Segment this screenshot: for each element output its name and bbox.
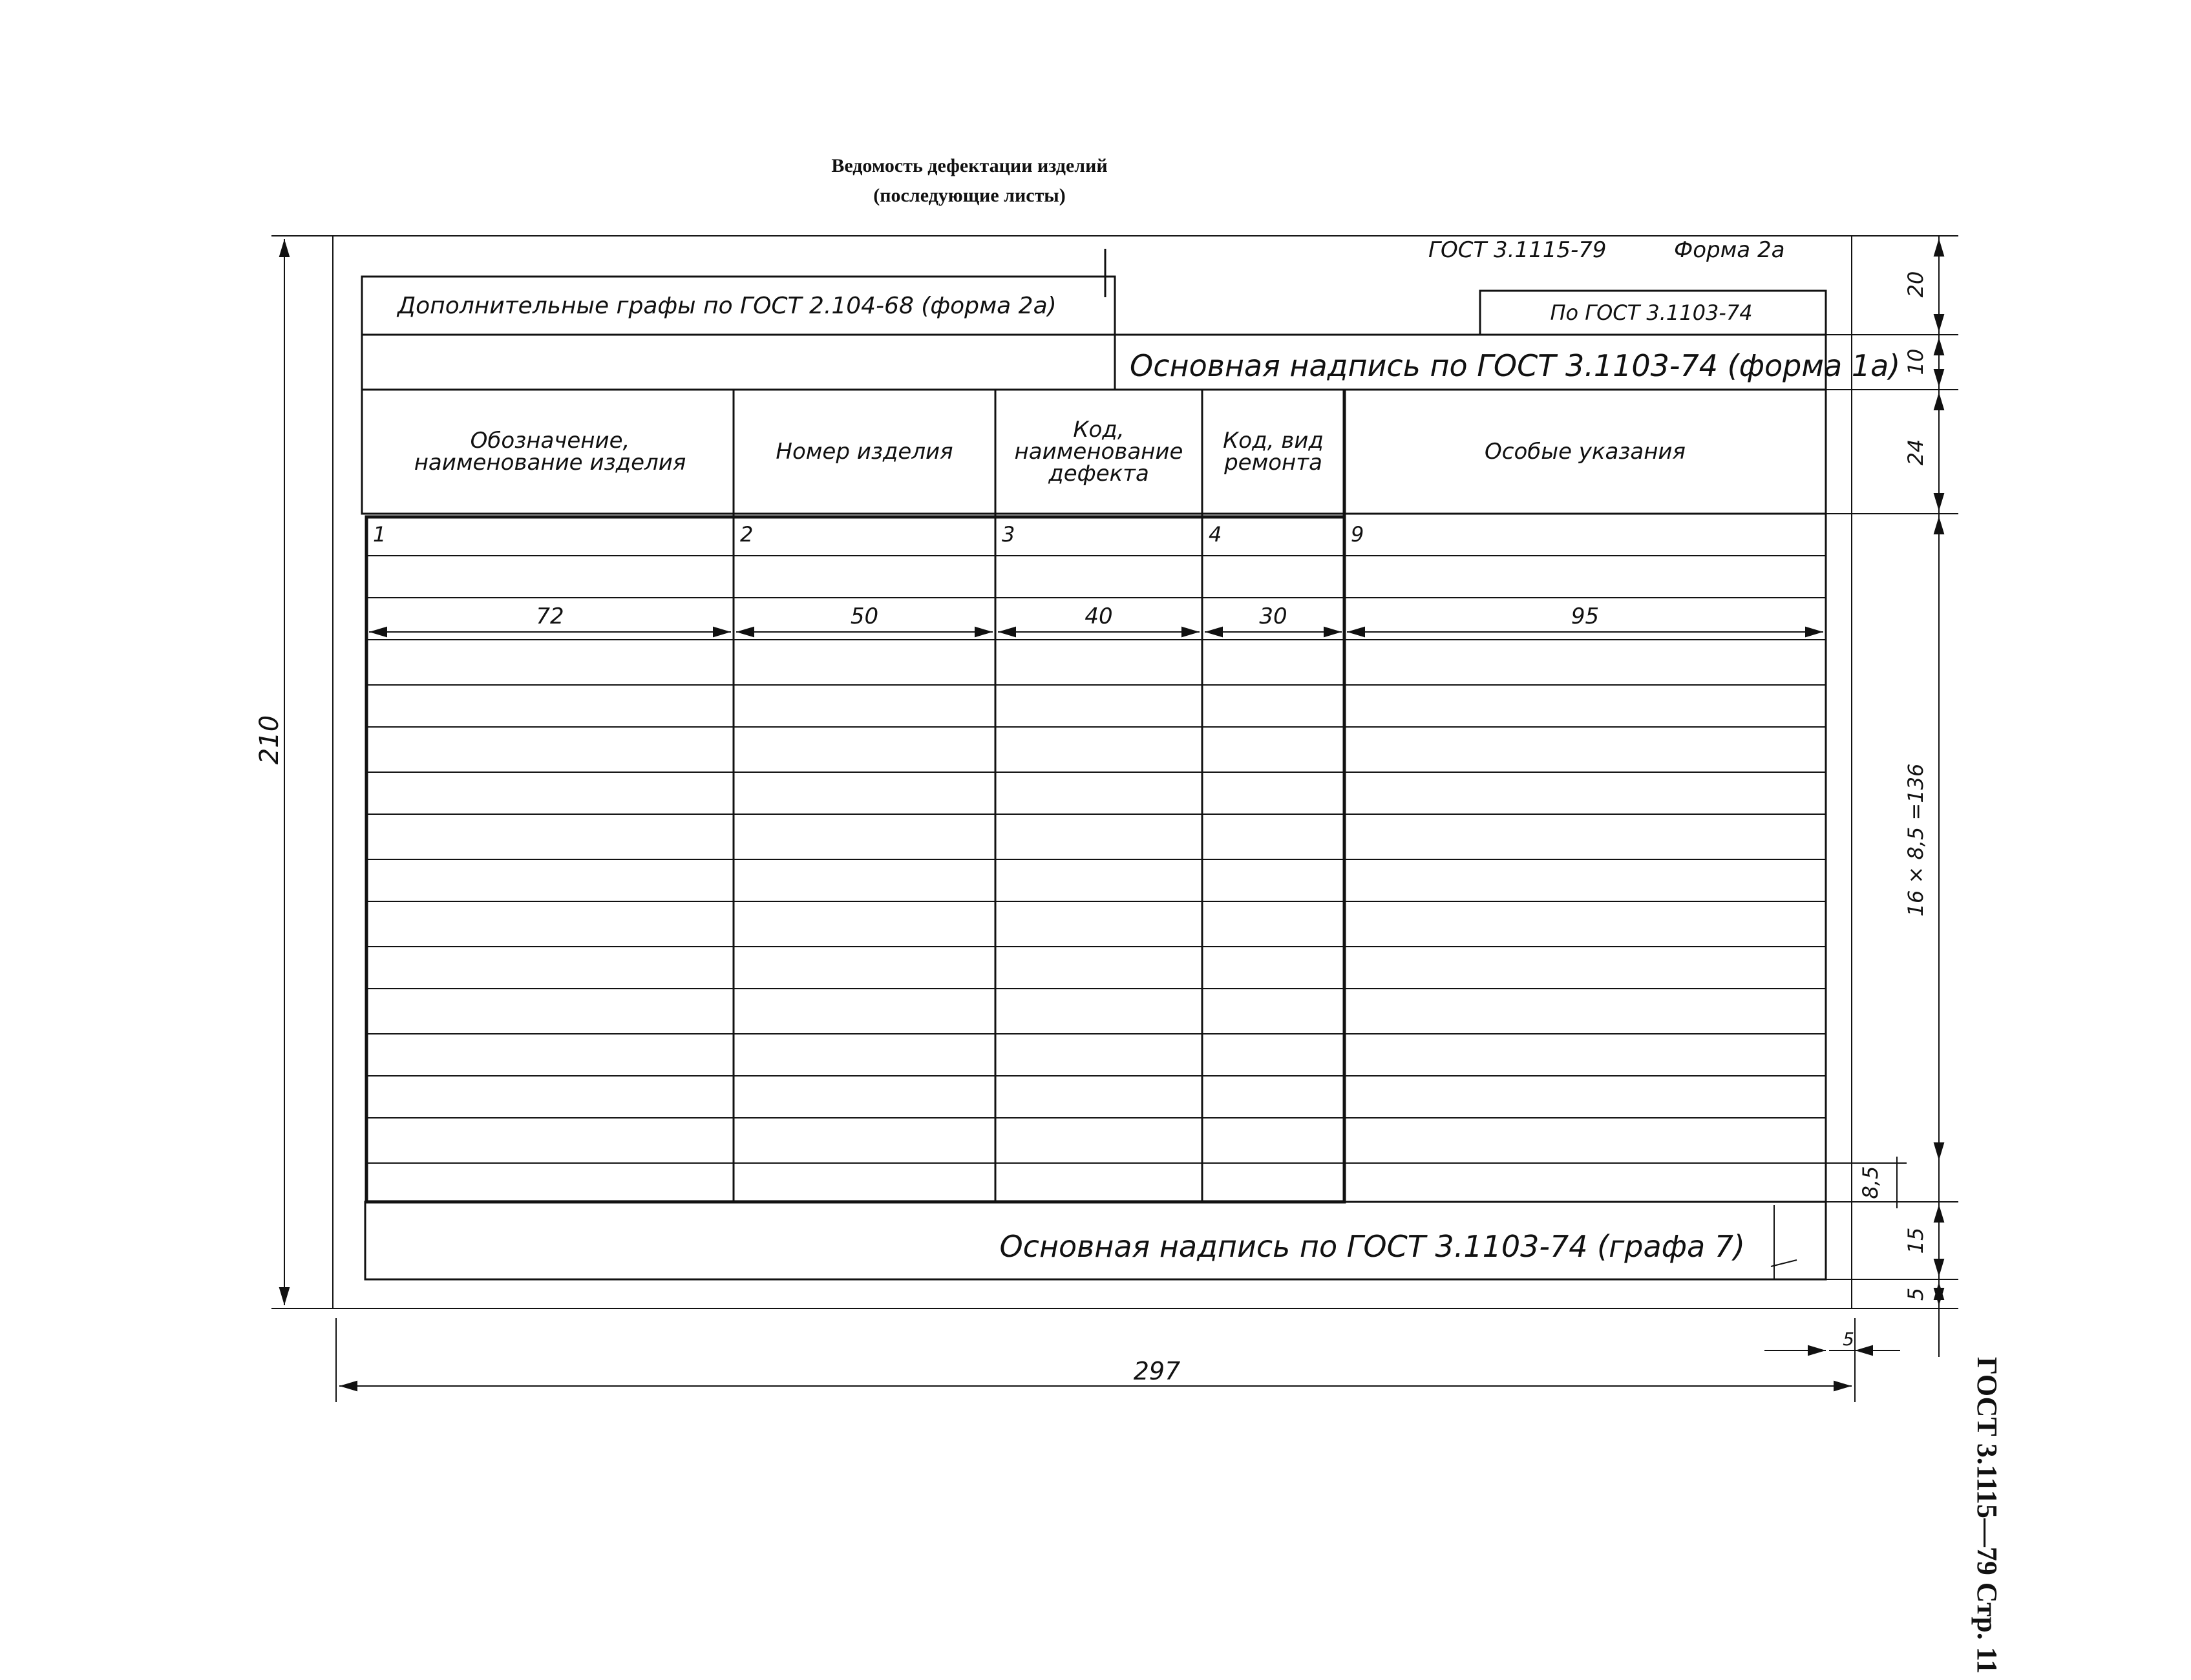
column-width-label: 40 (1085, 604, 1113, 629)
right-dimension-label: 5 (1903, 1287, 1928, 1301)
column-number: 1 (373, 522, 386, 547)
column-width-label: 72 (536, 604, 564, 629)
main-stamp-label: Основная надпись по ГОСТ 3.1103-74 (форма 1а) (1130, 348, 1901, 383)
column-number: 9 (1351, 522, 1364, 547)
page-title: Ведомость дефектации изделий (831, 155, 1108, 176)
row-lines (366, 556, 1826, 1163)
column-width-label: 95 (1571, 604, 1600, 629)
right-dimension-label: 16 × 8,5 =136 (1903, 763, 1928, 917)
dim-margin-right: 5 (1843, 1328, 1854, 1350)
frame-lines (271, 236, 1958, 1402)
column-header-label: ремонта (1224, 450, 1322, 476)
small-box-label: По ГОСТ 3.1103-74 (1550, 300, 1753, 325)
right-dimension-labels (1858, 271, 1928, 1301)
column-lines (734, 390, 1344, 1202)
column-header-label: Особые указания (1485, 439, 1686, 465)
column-number: 3 (1002, 522, 1015, 547)
column-header-label: наименование изделия (414, 450, 686, 476)
form-ref: Форма 2а (1674, 237, 1785, 263)
column-number: 4 (1209, 522, 1222, 547)
right-dimension-label: 20 (1903, 271, 1928, 298)
column-number: 2 (740, 522, 754, 547)
page-subtitle: (последующие листы) (873, 185, 1066, 206)
column-header-label: Код, (1073, 417, 1125, 443)
bottom-stamp-label: Основная надпись по ГОСТ 3.1103-74 (графа 7) (999, 1229, 1745, 1264)
right-dimension-label: 24 (1903, 439, 1928, 466)
column-header-label: Код, вид (1223, 428, 1324, 454)
right-dimension-label: 8,5 (1858, 1166, 1883, 1199)
column-header-label: Номер изделия (776, 439, 953, 465)
std-ref: ГОСТ 3.1115-79 (1428, 237, 1607, 263)
dim-height: 210 (255, 715, 284, 765)
column-header-label: Обозначение, (470, 428, 630, 454)
column-width-label: 50 (850, 604, 879, 629)
right-dimension-label: 10 (1903, 348, 1928, 375)
right-dimension-label: 15 (1903, 1227, 1928, 1254)
page-side-label: ГОСТ 3.1115—79 Стр. 11 (1971, 1357, 2003, 1674)
column-width-label: 30 (1259, 604, 1287, 629)
column-header-label: наименование (1014, 439, 1183, 465)
extra-columns-label: Дополнительные графы по ГОСТ 2.104-68 (форма 2а) (397, 293, 1057, 319)
column-header-label: дефекта (1048, 461, 1149, 487)
dim-width: 297 (1133, 1357, 1181, 1385)
